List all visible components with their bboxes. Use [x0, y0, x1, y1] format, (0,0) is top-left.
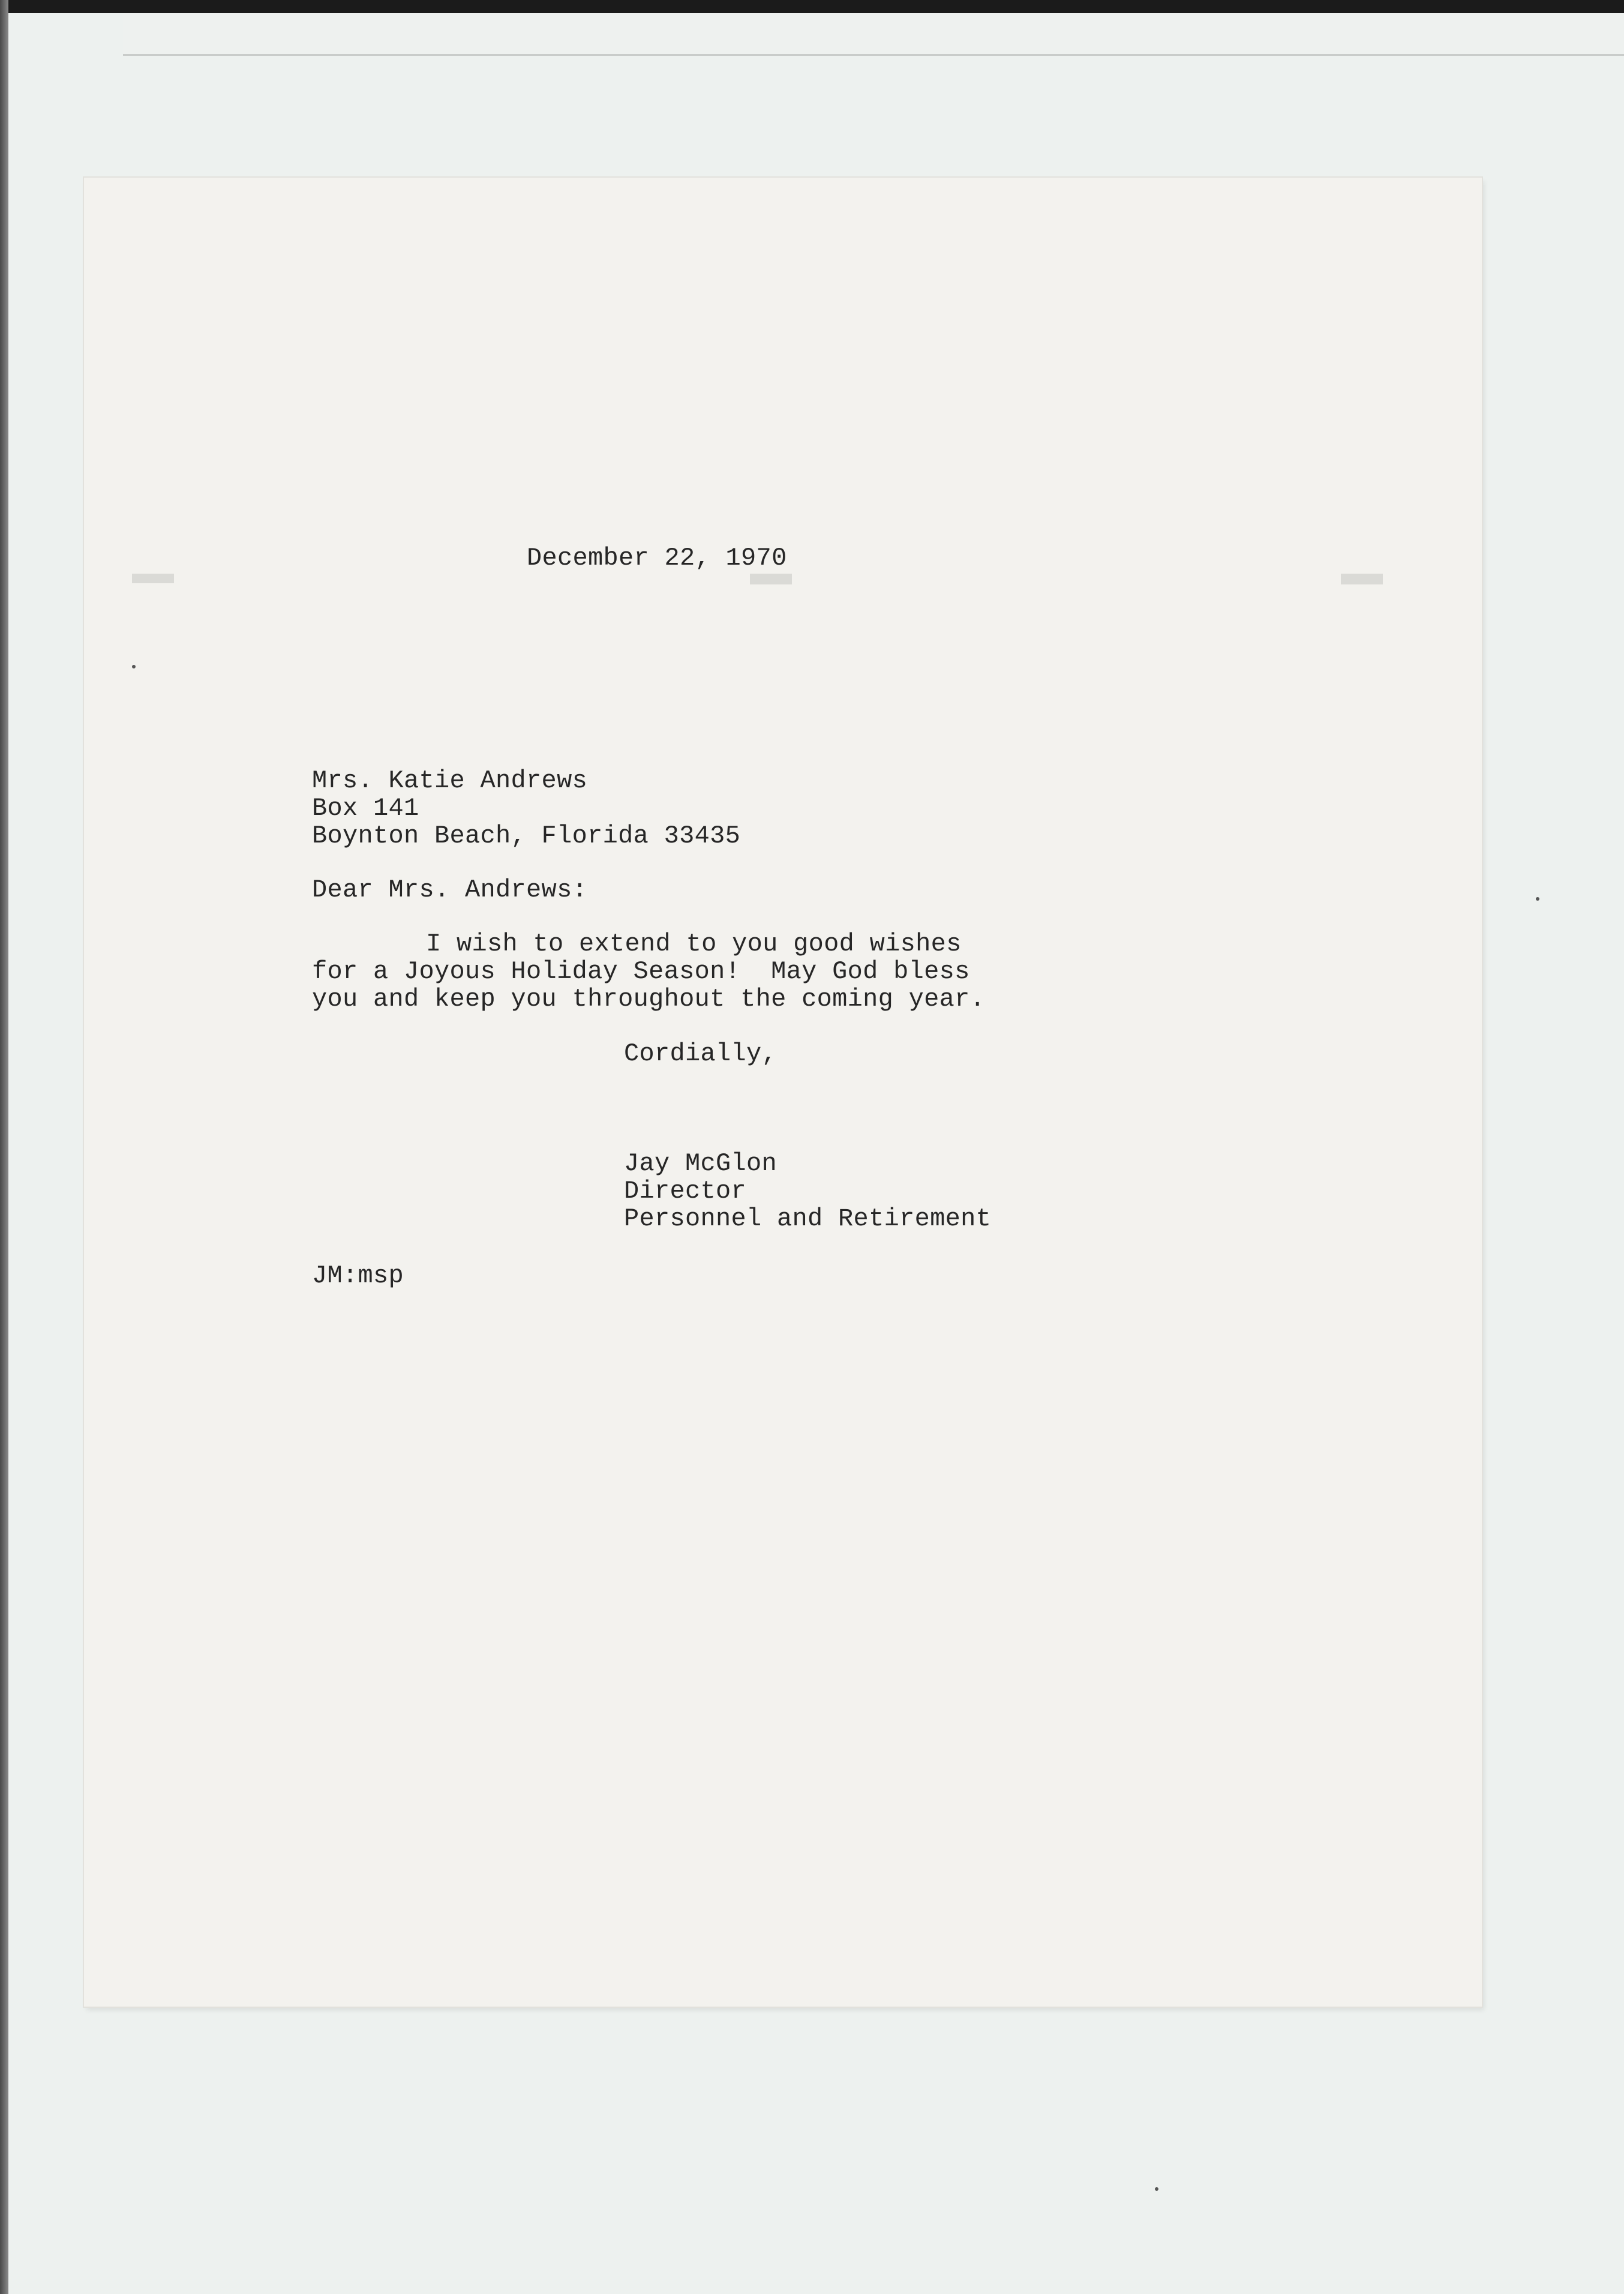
recipient-name: Mrs. Katie Andrews	[312, 766, 588, 795]
body-line-1: I wish to extend to you good wishes	[426, 929, 962, 958]
recipient-address-line1: Box 141	[312, 794, 419, 823]
speck	[1155, 2187, 1158, 2191]
reference-initials: JM:msp	[312, 1261, 404, 1290]
signer-department: Personnel and Retirement	[624, 1204, 992, 1233]
scan-top-border	[0, 0, 1624, 13]
letter-page	[84, 178, 1482, 2007]
signer-title: Director	[624, 1177, 747, 1206]
punch-mark-left	[132, 574, 174, 583]
recipient-address-line2: Boynton Beach, Florida 33435	[312, 821, 741, 850]
closing: Cordially,	[624, 1039, 778, 1068]
speck	[1536, 897, 1539, 901]
signer-name: Jay McGlon	[624, 1149, 778, 1178]
body-line-3: you and keep you throughout the coming year.	[312, 985, 986, 1013]
letter-date: December 22, 1970	[527, 544, 787, 572]
speck	[132, 665, 136, 668]
salutation: Dear Mrs. Andrews:	[312, 875, 588, 904]
backing-sheet-edge	[123, 13, 1624, 56]
body-line-2: for a Joyous Holiday Season! May God bless	[312, 957, 970, 986]
punch-mark-right	[1341, 574, 1383, 584]
punch-mark-center	[750, 574, 792, 584]
scan-left-border	[0, 0, 8, 2294]
